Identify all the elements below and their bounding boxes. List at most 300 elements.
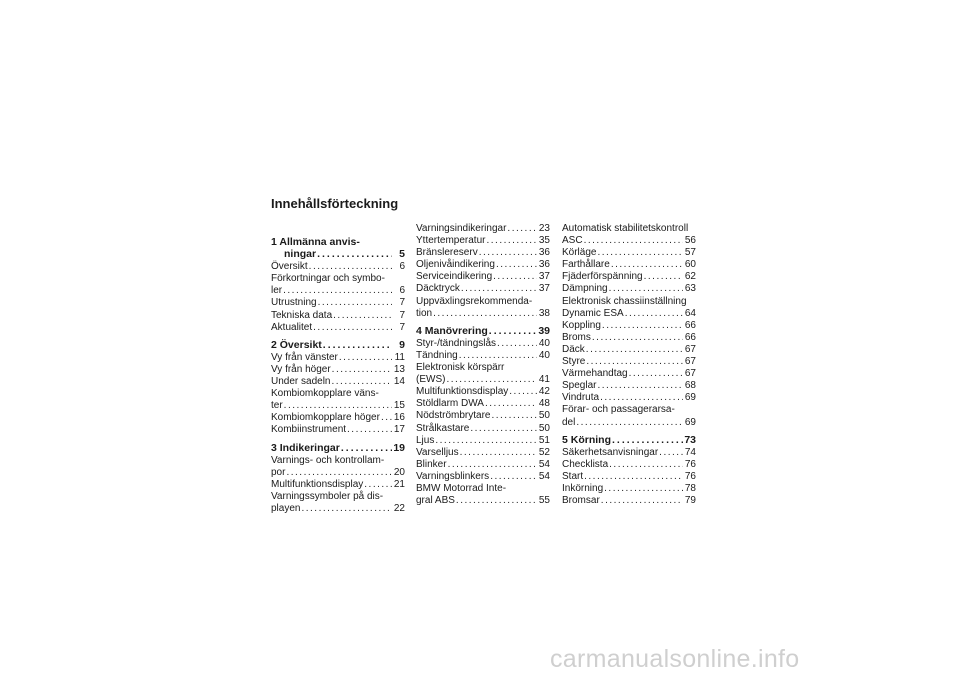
toc-entry-title: Farthållare xyxy=(562,259,610,271)
toc-entry-line xyxy=(416,471,550,483)
toc-entry-line xyxy=(271,297,405,309)
toc-page-number: 51 xyxy=(538,434,550,446)
toc-entry-title: 4 Manövrering xyxy=(416,324,488,337)
toc-entry-line xyxy=(271,364,405,376)
toc-entry[interactable] xyxy=(562,247,696,259)
toc-entry-line xyxy=(562,368,696,380)
toc-entry-title-line: Uppväxlingsrekommenda- xyxy=(416,295,533,307)
toc-page-number: 23 xyxy=(538,223,550,234)
toc-leader-dots xyxy=(460,447,537,459)
toc-entry[interactable] xyxy=(416,247,550,259)
toc-entry[interactable] xyxy=(562,459,696,471)
toc-page-number: 74 xyxy=(684,446,696,458)
toc-leader-dots xyxy=(601,495,683,507)
toc-leader-dots xyxy=(347,424,392,436)
toc-entry-title-line: Kombiomkopplare väns- xyxy=(271,388,379,400)
toc-entry-line xyxy=(271,322,405,334)
toc-page-number: 7 xyxy=(399,297,405,309)
toc-page-number: 78 xyxy=(684,482,696,494)
toc-entry-title: ler xyxy=(271,285,283,297)
toc-entry-line xyxy=(271,339,405,351)
toc-entry-title: Däcktryck xyxy=(416,283,460,295)
toc-entry[interactable] xyxy=(416,350,550,362)
toc-entry-title: Vindruta xyxy=(562,392,600,404)
toc-entry-line xyxy=(271,376,405,388)
toc-entry-line xyxy=(271,479,405,491)
toc-entry[interactable] xyxy=(271,364,405,376)
toc-entry-line xyxy=(416,308,550,320)
toc-leader-dots xyxy=(339,352,392,364)
toc-entry-line xyxy=(271,467,405,479)
toc-leader-dots xyxy=(496,259,537,271)
toc-entry[interactable] xyxy=(416,483,550,507)
toc-entry-title: Strålkastare xyxy=(416,422,470,434)
toc-section-heading[interactable] xyxy=(271,339,405,351)
toc-page-number: 36 xyxy=(538,247,550,259)
toc-entry[interactable] xyxy=(271,352,405,364)
toc-entry-title: Blinker xyxy=(416,458,447,470)
toc-page-number: 41 xyxy=(538,374,550,386)
toc-leader-dots xyxy=(364,479,392,491)
toc-entry-title: Styr-/tändningslås xyxy=(416,337,497,349)
toc-entry-title: Dämpning xyxy=(562,283,608,295)
toc-entry[interactable] xyxy=(562,380,696,392)
toc-entry-title: Stöldlarm DWA xyxy=(416,398,484,410)
toc-entry-line xyxy=(416,423,550,435)
toc-entry[interactable] xyxy=(416,435,550,447)
toc-entry-title: 3 Indikeringar xyxy=(271,441,340,454)
toc-entry[interactable] xyxy=(416,423,550,435)
toc-entry-line xyxy=(562,271,696,283)
toc-entry-title: tion xyxy=(416,307,433,319)
toc-entry[interactable] xyxy=(562,447,696,459)
toc-entry-line xyxy=(416,495,550,507)
toc-page-number: 67 xyxy=(684,368,696,380)
toc-leader-dots xyxy=(331,376,392,388)
toc-entry-line xyxy=(562,283,696,295)
toc-column-2 xyxy=(416,223,550,507)
toc-entry-title: Koppling xyxy=(562,319,601,331)
toc-entry-line xyxy=(416,447,550,459)
toc-page-number: 6 xyxy=(399,261,405,273)
toc-leader-dots xyxy=(479,247,537,259)
toc-entry-title: por xyxy=(271,466,286,478)
toc-entry[interactable] xyxy=(271,479,405,491)
toc-entry-line xyxy=(562,332,696,344)
toc-entry-title: Under sadeln xyxy=(271,376,331,388)
toc-entry-line xyxy=(562,308,696,320)
toc-entry-title: gral ABS xyxy=(416,495,455,507)
toc-section-heading[interactable] xyxy=(562,434,696,446)
toc-entry-title: ter xyxy=(271,400,283,412)
toc-entry-title-line: Automatisk stabilitetskontroll xyxy=(562,223,689,234)
toc-section-heading[interactable] xyxy=(271,442,405,454)
toc-entry-title: Översikt xyxy=(271,261,308,273)
toc-leader-dots xyxy=(446,374,537,386)
toc-entry-title-line: Elektronisk chassiinställning xyxy=(562,295,687,307)
toc-entry-title: Vy från vänster xyxy=(271,351,338,363)
toc-leader-dots xyxy=(490,471,537,483)
toc-entry-title: Multifunktionsdisplay xyxy=(271,478,364,490)
toc-entry-title: Nödströmbrytare xyxy=(416,410,491,422)
watermark: carmanualsonline.info xyxy=(550,645,800,673)
toc-entry-title: del xyxy=(562,416,576,428)
toc-entry[interactable] xyxy=(416,223,550,235)
toc-entry-line xyxy=(271,503,405,515)
toc-page-number: 6 xyxy=(399,285,405,297)
toc-entry-line xyxy=(416,271,550,283)
toc-entry-line xyxy=(562,447,696,459)
toc-entry-line xyxy=(271,412,405,424)
toc-entry-title-line: Förkortningar och symbo- xyxy=(271,273,385,285)
toc-entry[interactable] xyxy=(271,491,405,515)
toc-page-number: 20 xyxy=(393,466,405,478)
toc-entry-line xyxy=(562,235,696,247)
toc-section-heading[interactable] xyxy=(416,325,550,337)
toc-leader-dots xyxy=(659,447,683,459)
toc-entry-line xyxy=(416,374,550,386)
toc-page-number: 67 xyxy=(684,356,696,368)
toc-entry-title: (EWS) xyxy=(416,374,446,386)
toc-page-number: 48 xyxy=(538,398,550,410)
toc-entry[interactable] xyxy=(271,322,405,334)
toc-entry-title: Körläge xyxy=(562,247,597,259)
toc-entry-line xyxy=(562,434,696,446)
toc-entry[interactable] xyxy=(416,296,550,320)
toc-leader-dots xyxy=(602,320,683,332)
toc-page-number: 66 xyxy=(684,331,696,343)
toc-entry-title: Bränslereserv xyxy=(416,247,478,259)
toc-leader-dots xyxy=(611,259,683,271)
toc-entry-title: Ljus xyxy=(416,434,435,446)
toc-leader-dots xyxy=(609,283,683,295)
toc-page-number: 15 xyxy=(393,400,405,412)
toc-leader-dots xyxy=(486,235,537,247)
toc-page-number: 67 xyxy=(684,343,696,355)
toc-leader-dots xyxy=(507,223,537,235)
toc-entry-line xyxy=(271,424,405,436)
toc-entry-title-line: 1 Allmänna anvis- xyxy=(271,236,360,248)
toc-entry[interactable] xyxy=(271,424,405,436)
toc-leader-dots xyxy=(597,247,683,259)
toc-entry[interactable] xyxy=(562,404,696,428)
toc-page-number: 40 xyxy=(538,349,550,361)
toc-entry-line xyxy=(416,410,550,422)
toc-page-number: 76 xyxy=(684,458,696,470)
toc-leader-dots xyxy=(332,364,392,376)
toc-entry-title-line: Varnings- och kontrollam- xyxy=(271,454,385,466)
toc-entry-title: Varselljus xyxy=(416,446,459,458)
toc-leader-dots xyxy=(341,442,392,454)
toc-leader-dots xyxy=(333,310,392,322)
toc-entry-line xyxy=(562,483,696,495)
toc-leader-dots xyxy=(318,297,392,309)
toc-page-number: 56 xyxy=(684,235,696,247)
toc-entry[interactable] xyxy=(271,455,405,479)
toc-entry-title: Tekniska data xyxy=(271,309,333,321)
toc-entry[interactable] xyxy=(271,310,405,322)
toc-entry-title: Start xyxy=(562,470,584,482)
page-title: Innehållsförteckning xyxy=(271,196,399,211)
toc-entry-line xyxy=(271,442,405,454)
toc-entry[interactable] xyxy=(416,283,550,295)
toc-column-1 xyxy=(271,236,405,515)
toc-entry[interactable] xyxy=(562,271,696,283)
toc-page-number: 76 xyxy=(684,470,696,482)
toc-entry[interactable] xyxy=(562,495,696,507)
toc-entry-line xyxy=(271,400,405,412)
toc-entry-line xyxy=(562,259,696,271)
toc-entry-line xyxy=(562,344,696,356)
toc-entry[interactable] xyxy=(562,259,696,271)
toc-leader-dots xyxy=(433,308,537,320)
toc-page-number: 16 xyxy=(393,412,405,424)
toc-entry-title-line: Elektronisk körspärr xyxy=(416,362,505,374)
toc-page-number: 7 xyxy=(399,309,405,321)
toc-leader-dots xyxy=(597,380,683,392)
toc-entry-title: Värmehandtag xyxy=(562,368,628,380)
toc-page-number: 21 xyxy=(393,478,405,490)
toc-page-number: 13 xyxy=(393,363,405,375)
toc-entry-title: Kombiomkopplare höger xyxy=(271,412,380,424)
toc-page-number: 36 xyxy=(538,259,550,271)
toc-entry-line xyxy=(416,283,550,295)
toc-entry[interactable] xyxy=(562,296,696,320)
toc-leader-dots xyxy=(283,285,392,297)
toc-entry-title: Oljenivåindikering xyxy=(416,259,495,271)
toc-entry[interactable] xyxy=(271,297,405,309)
toc-entry[interactable] xyxy=(416,235,550,247)
toc-entry-title: Speglar xyxy=(562,380,597,392)
toc-leader-dots xyxy=(485,398,537,410)
toc-column-3 xyxy=(562,223,696,507)
toc-entry-line xyxy=(562,459,696,471)
toc-page-number: 69 xyxy=(684,416,696,428)
toc-entry-title: Kombiinstrument xyxy=(271,424,347,436)
toc-entry-line xyxy=(416,223,550,235)
toc-entry-line xyxy=(562,495,696,507)
toc-entry-line xyxy=(271,248,405,260)
toc-entry-line xyxy=(416,459,550,471)
toc-entry-title: 5 Körning xyxy=(562,433,611,446)
toc-entry-title: Varningsblinkers xyxy=(416,470,490,482)
toc-entry-title: ASC xyxy=(562,235,583,247)
toc-entry-title: Tändning xyxy=(416,349,458,361)
toc-entry[interactable] xyxy=(271,261,405,273)
toc-leader-dots xyxy=(612,434,683,446)
toc-page-number: 54 xyxy=(538,470,550,482)
toc-leader-dots xyxy=(456,495,537,507)
toc-entry-title-line: Förar- och passagerarsa- xyxy=(562,404,675,416)
toc-entry[interactable] xyxy=(562,283,696,295)
toc-page-number: 11 xyxy=(394,351,405,363)
toc-page-number: 63 xyxy=(684,283,696,295)
toc-page-number: 9 xyxy=(399,338,405,351)
toc-entry[interactable] xyxy=(416,386,550,398)
toc-entry-title: playen xyxy=(271,502,301,514)
toc-page-number: 50 xyxy=(538,422,550,434)
toc-leader-dots xyxy=(489,325,537,337)
toc-leader-dots xyxy=(644,271,683,283)
toc-entry-title: ningar xyxy=(284,248,317,261)
toc-entry-title: Inkörning xyxy=(562,482,604,494)
toc-entry-line xyxy=(562,392,696,404)
toc-entry-line xyxy=(416,386,550,398)
toc-entry[interactable] xyxy=(562,471,696,483)
toc-entry-title: Vy från höger xyxy=(271,363,331,375)
toc-leader-dots xyxy=(497,338,537,350)
toc-page-number: 14 xyxy=(393,376,405,388)
toc-entry[interactable] xyxy=(562,368,696,380)
toc-leader-dots xyxy=(586,344,683,356)
toc-page-number: 39 xyxy=(538,324,550,337)
toc-entry-title: Fjäderförspänning xyxy=(562,271,643,283)
toc-entry-title-line: Varningssymboler på dis- xyxy=(271,490,384,502)
toc-page-number: 66 xyxy=(684,319,696,331)
toc-page-number: 37 xyxy=(538,271,550,283)
toc-entry[interactable] xyxy=(271,376,405,388)
toc-page-number: 5 xyxy=(399,248,405,261)
toc-leader-dots xyxy=(509,386,537,398)
toc-leader-dots xyxy=(313,322,392,334)
toc-entry[interactable] xyxy=(416,338,550,350)
toc-entry-line xyxy=(562,380,696,392)
toc-entry-line xyxy=(271,285,405,297)
toc-entry[interactable] xyxy=(271,412,405,424)
toc-entry[interactable] xyxy=(416,398,550,410)
toc-entry-title: Däck xyxy=(562,343,585,355)
toc-page-number: 62 xyxy=(684,271,696,283)
toc-entry[interactable] xyxy=(416,447,550,459)
toc-leader-dots xyxy=(584,471,683,483)
toc-entry-line xyxy=(562,471,696,483)
toc-entry-title: Säkerhetsanvisningar xyxy=(562,446,659,458)
toc-entry-title: Bromsar xyxy=(562,495,600,507)
toc-entry-title: 2 Översikt xyxy=(271,338,322,351)
toc-entry-line xyxy=(271,261,405,273)
toc-page-number: 40 xyxy=(538,337,550,349)
toc-page-number: 50 xyxy=(538,410,550,422)
toc-entry[interactable] xyxy=(562,483,696,495)
toc-section-heading[interactable] xyxy=(271,236,405,260)
toc-page-number: 79 xyxy=(684,495,696,507)
toc-leader-dots xyxy=(301,503,392,515)
toc-leader-dots xyxy=(576,417,683,429)
toc-entry[interactable] xyxy=(271,273,405,297)
toc-page-number: 7 xyxy=(399,321,405,333)
toc-page-number: 60 xyxy=(684,259,696,271)
toc-entry-line xyxy=(416,259,550,271)
toc-leader-dots xyxy=(584,235,683,247)
toc-page-number: 35 xyxy=(538,235,550,247)
toc-entry-title: Broms xyxy=(562,331,591,343)
toc-page-number: 73 xyxy=(684,433,696,446)
toc-page-number: 64 xyxy=(684,307,696,319)
toc-page-number: 38 xyxy=(538,307,550,319)
toc-leader-dots xyxy=(629,368,683,380)
toc-entry-title: Multifunktionsdisplay xyxy=(416,386,509,398)
toc-leader-dots xyxy=(491,410,537,422)
toc-entry-line xyxy=(271,352,405,364)
toc-leader-dots xyxy=(586,356,683,368)
toc-entry-title-line: BMW Motorrad Inte- xyxy=(416,482,507,494)
toc-entry[interactable] xyxy=(416,459,550,471)
toc-page-number: 17 xyxy=(393,424,405,436)
toc-entry-title: Utrustning xyxy=(271,297,317,309)
toc-entry[interactable] xyxy=(562,320,696,332)
toc-leader-dots xyxy=(323,339,392,351)
toc-entry[interactable] xyxy=(562,332,696,344)
toc-entry-title: Dynamic ESA xyxy=(562,307,624,319)
toc-entry-line xyxy=(562,320,696,332)
toc-entry[interactable] xyxy=(416,410,550,422)
toc-entry-line xyxy=(416,350,550,362)
toc-entry-line xyxy=(562,247,696,259)
toc-entry[interactable] xyxy=(416,471,550,483)
toc-page-number: 55 xyxy=(538,495,550,507)
toc-entry-title: Styre xyxy=(562,356,586,368)
toc-entry-title: Aktualitet xyxy=(271,321,313,333)
toc-leader-dots xyxy=(309,261,392,273)
toc-entry-title: Checklista xyxy=(562,458,609,470)
toc-leader-dots xyxy=(609,459,683,471)
toc-leader-dots xyxy=(448,459,537,471)
toc-page-number: 42 xyxy=(538,386,550,398)
toc-entry-line xyxy=(416,338,550,350)
toc-leader-dots xyxy=(592,332,683,344)
toc-entry-line xyxy=(562,417,696,429)
toc-entry-line xyxy=(271,310,405,322)
toc-entry[interactable] xyxy=(562,356,696,368)
toc-leader-dots xyxy=(284,400,392,412)
toc-leader-dots xyxy=(625,308,683,320)
toc-entry-line xyxy=(562,356,696,368)
toc-entry-line xyxy=(416,247,550,259)
toc-page-number: 68 xyxy=(684,380,696,392)
toc-entry-title: Serviceindikering xyxy=(416,271,493,283)
toc-leader-dots xyxy=(600,392,683,404)
toc-page-number: 22 xyxy=(393,502,405,514)
toc-entry-title: Yttertemperatur xyxy=(416,235,486,247)
toc-page-number: 69 xyxy=(684,392,696,404)
toc-leader-dots xyxy=(381,412,392,424)
toc-page-number: 52 xyxy=(538,446,550,458)
toc-entry[interactable] xyxy=(416,362,550,386)
toc-leader-dots xyxy=(470,423,537,435)
toc-page-number: 54 xyxy=(538,458,550,470)
toc-entry[interactable] xyxy=(562,223,696,247)
toc-entry-line xyxy=(416,435,550,447)
toc-entry[interactable] xyxy=(416,259,550,271)
toc-entry-line xyxy=(416,325,550,337)
toc-leader-dots xyxy=(286,467,392,479)
toc-entry[interactable] xyxy=(416,271,550,283)
toc-page-number: 19 xyxy=(393,441,405,454)
toc-leader-dots xyxy=(435,435,537,447)
toc-leader-dots xyxy=(317,248,392,260)
toc-leader-dots xyxy=(604,483,683,495)
toc-leader-dots xyxy=(459,350,537,362)
toc-entry[interactable] xyxy=(271,388,405,412)
toc-entry[interactable] xyxy=(562,392,696,404)
toc-entry[interactable] xyxy=(562,344,696,356)
toc-entry-title: Varningsindikeringar xyxy=(416,223,507,234)
toc-leader-dots xyxy=(461,283,537,295)
toc-entry-line xyxy=(416,398,550,410)
toc-entry-line xyxy=(416,235,550,247)
toc-page-number: 37 xyxy=(538,283,550,295)
toc-leader-dots xyxy=(493,271,537,283)
